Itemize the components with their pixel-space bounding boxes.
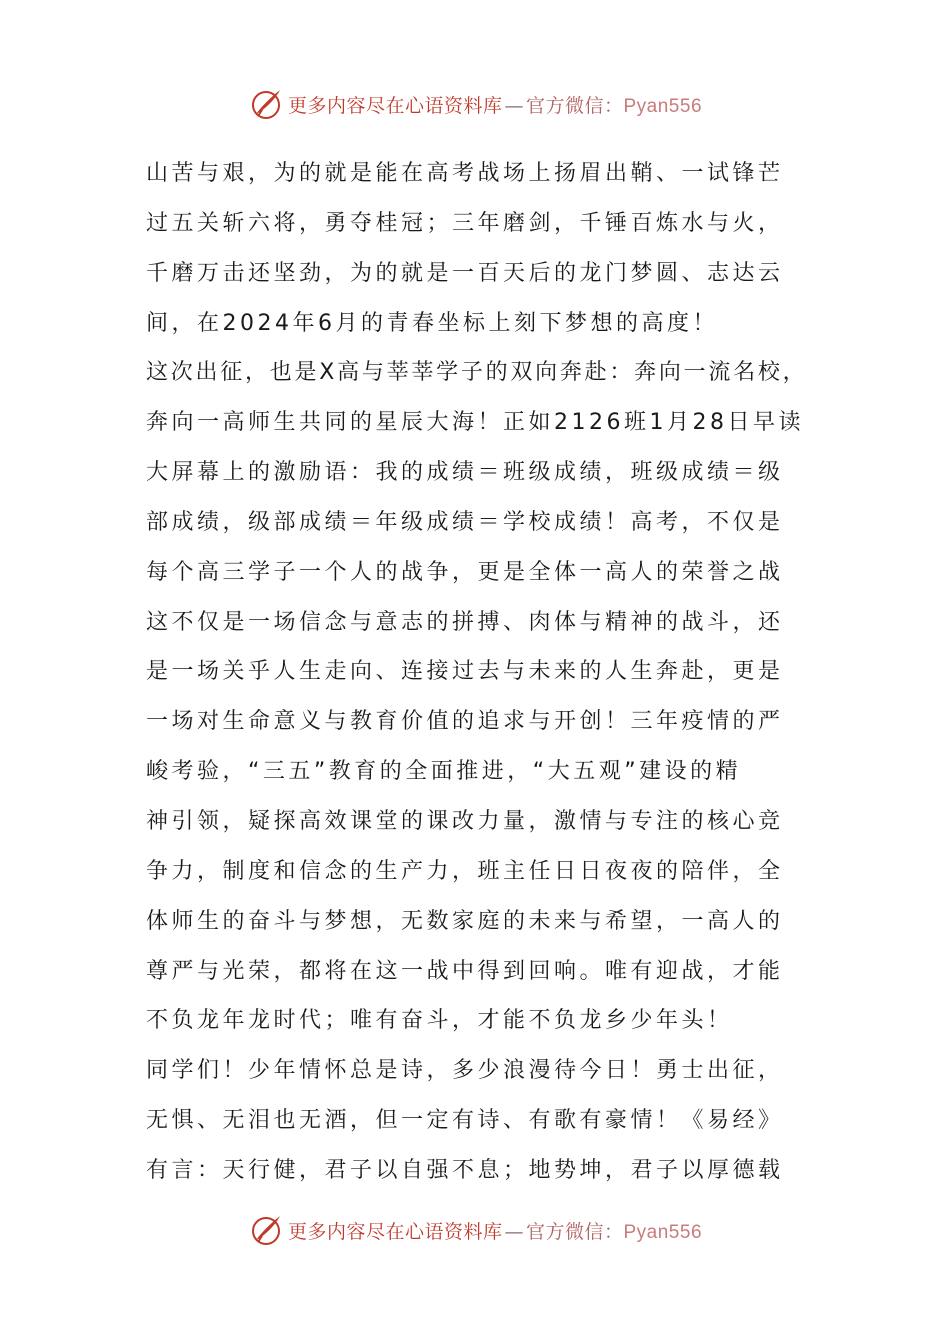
footer-banner-id: Pyan556 xyxy=(623,1221,703,1243)
text-line: 体师生的奋斗与梦想，无数家庭的未来与希望，一高人的 xyxy=(146,908,784,934)
text-line: 峻考验，“三五”教育的全面推进，“大五观”建设的精 xyxy=(146,759,742,785)
header-banner-dash: — xyxy=(504,94,524,117)
text-line: 是一场关乎人生走向、连接过去与未来的人生奔赴，更是 xyxy=(146,659,784,685)
text-line: 这不仅是一场信念与意志的拼搏、肉体与精神的战斗，还 xyxy=(146,609,784,635)
text-line: 山苦与艰，为的就是能在高考战场上扬眉出鞘、一试锋芒 xyxy=(146,161,784,186)
header-banner-label: 官方微信： xyxy=(525,94,624,117)
text-line: 大屏幕上的激励语：我的成绩＝班级成绩，班级成绩＝级 xyxy=(146,460,784,486)
header-banner-main: 更多内容尽在心语资料库 xyxy=(287,94,503,117)
text-line: 千磨万击还坚劲，为的就是一百天后的龙门梦圆、志达云 xyxy=(146,260,784,286)
text-line: 间，在2024年6月的青春坐标上刻下梦想的高度！ xyxy=(146,310,718,336)
footer-banner-text xyxy=(288,1217,702,1244)
footer-banner xyxy=(0,1210,950,1250)
header-banner-id: Pyan556 xyxy=(623,95,703,117)
text-line: 过五关斩六将，勇夺桂冠；三年磨剑，千锤百炼水与火， xyxy=(146,210,784,236)
quill-pen-icon xyxy=(248,86,284,122)
text-line: 不负龙年龙时代；唯有奋斗，才能不负龙乡少年头！ xyxy=(146,1008,733,1034)
text-line: 有言：天行健，君子以自强不息；地势坤，君子以厚德载 xyxy=(146,1157,784,1183)
text-line: 争力，制度和信念的生产力，班主任日日夜夜的陪伴，全 xyxy=(146,858,784,884)
text-line: 同学们！少年情怀总是诗，多少浪漫待今日！勇士出征， xyxy=(146,1058,784,1084)
document-body xyxy=(146,149,811,1196)
text-line: 一场对生命意义与教育价值的追求与开创！三年疫情的严 xyxy=(146,709,784,735)
text-line: 尊严与光荣，都将在这一战中得到回响。唯有迎战，才能 xyxy=(146,958,784,984)
header-banner xyxy=(0,84,950,124)
text-line: 神引领，疑探高效课堂的课改力量，激情与专注的核心竞 xyxy=(146,808,784,834)
text-line: 每个高三学子一个人的战争，更是全体一高人的荣誉之战 xyxy=(146,559,784,585)
quill-pen-icon xyxy=(248,1212,284,1248)
footer-banner-dash: — xyxy=(504,1220,524,1243)
text-line: 奔向一高师生共同的星辰大海！正如2126班1月28日早读 xyxy=(146,410,804,436)
header-banner-text xyxy=(288,91,702,118)
text-line: 部成绩，级部成绩＝年级成绩＝学校成绩！高考，不仅是 xyxy=(146,509,784,535)
footer-banner-main: 更多内容尽在心语资料库 xyxy=(287,1220,503,1243)
text-line: 无惧、无泪也无酒，但一定有诗、有歌有豪情！《易经》 xyxy=(146,1108,784,1134)
text-line: 这次出征，也是X高与莘莘学子的双向奔赴：奔向一流名校， xyxy=(146,360,808,386)
footer-banner-label: 官方微信： xyxy=(525,1220,624,1243)
